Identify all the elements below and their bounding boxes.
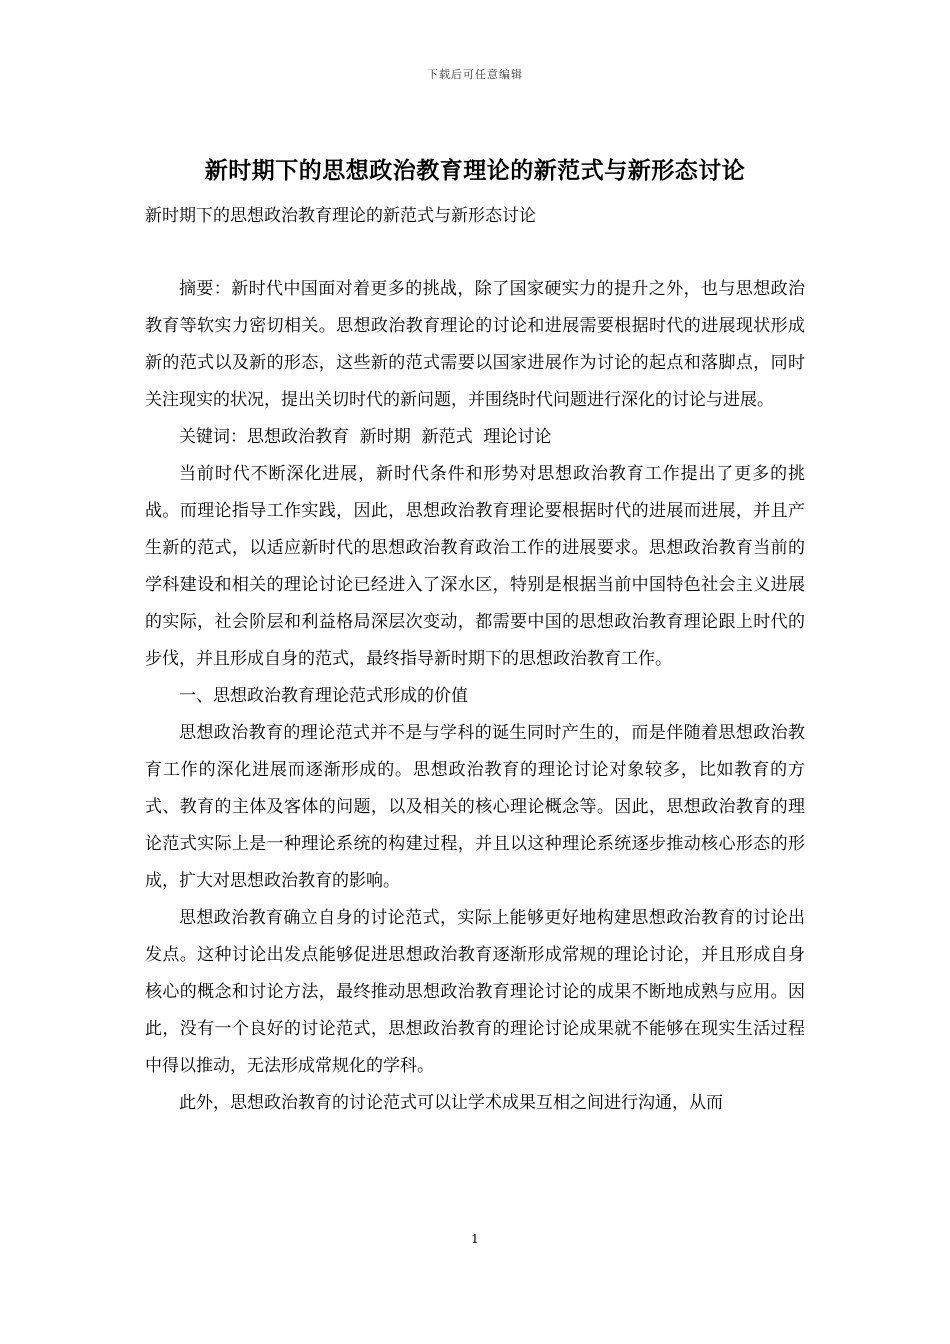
document-title: 新时期下的思想政治教育理论的新范式与新形态讨论 [204, 158, 746, 184]
page-number: 1 [471, 1232, 479, 1246]
section-heading: 一、思想政治教育理论范式形成的价值 [179, 686, 468, 706]
keywords-paragraph: 关键词：思想政治教育 新时期 新范式 理论讨论 [179, 427, 552, 447]
body-paragraph: 思想政治教育确立自身的讨论范式，实际上能够更好地构建思想政治教育的讨论出发点。这种讨论出发点能够促进思想政治教育逐渐形成常规的理论讨论，并且形成自身核心的概念和讨论方法，最终推动思想政治教育理论讨论的成果不断地成熟与应用。因此，没有一个良好的讨论范式，思想政治教育的理论讨论成果就不能够在现实生活过程中得以推动，无法形成常规化的学科。 [145, 908, 805, 1076]
body-paragraph: 思想政治教育的理论范式并不是与学科的诞生同时产生的，而是伴随着思想政治教育工作的深化进展而逐渐形成的。思想政治教育的理论讨论对象较多，比如教育的方式、教育的主体及客体的问题，以及相关的核心理论概念等。因此，思想政治教育的理论范式实际上是一种理论系统的构建过程，并且以这种理论系统逐步推动核心形态的形成，扩大对思想政治教育的影响。 [145, 723, 805, 891]
intro-paragraph: 当前时代不断深化进展，新时代条件和形势对思想政治教育工作提出了更多的挑战。而理论指导工作实践，因此，思想政治教育理论要根据时代的进展而进展，并且产生新的范式，以适应新时代的思想政治教育政治工作的进展要求。思想政治教育当前的学科建设和相关的理论讨论已经进入了深水区，特别是根据当前中国特色社会主义进展的实际，社会阶层和利益格局深层次变动，都需要中国的思想政治教育理论跟上时代的步伐，并且形成自身的范式，最终指导新时期下的思想政治教育工作。 [145, 464, 805, 669]
body-paragraph: 此外，思想政治教育的讨论范式可以让学术成果互相之间进行沟通，从而 [179, 1093, 723, 1113]
document-body [145, 271, 805, 1122]
document-subtitle: 新时期下的思想政治教育理论的新范式与新形态讨论 [145, 206, 536, 226]
page-header-note: 下载后可任意编辑 [427, 68, 523, 81]
abstract-paragraph: 摘要：新时代中国面对着更多的挑战，除了国家硬实力的提升之外，也与思想政治教育等软实力密切相关。思想政治教育理论的讨论和进展需要根据时代的进展现状形成新的范式以及新的形态，这些新的范式需要以国家进展作为讨论的起点和落脚点，同时关注现实的状况，提出关切时代的新问题，并围绕时代问题进行深化的讨论与进展。 [145, 279, 805, 410]
